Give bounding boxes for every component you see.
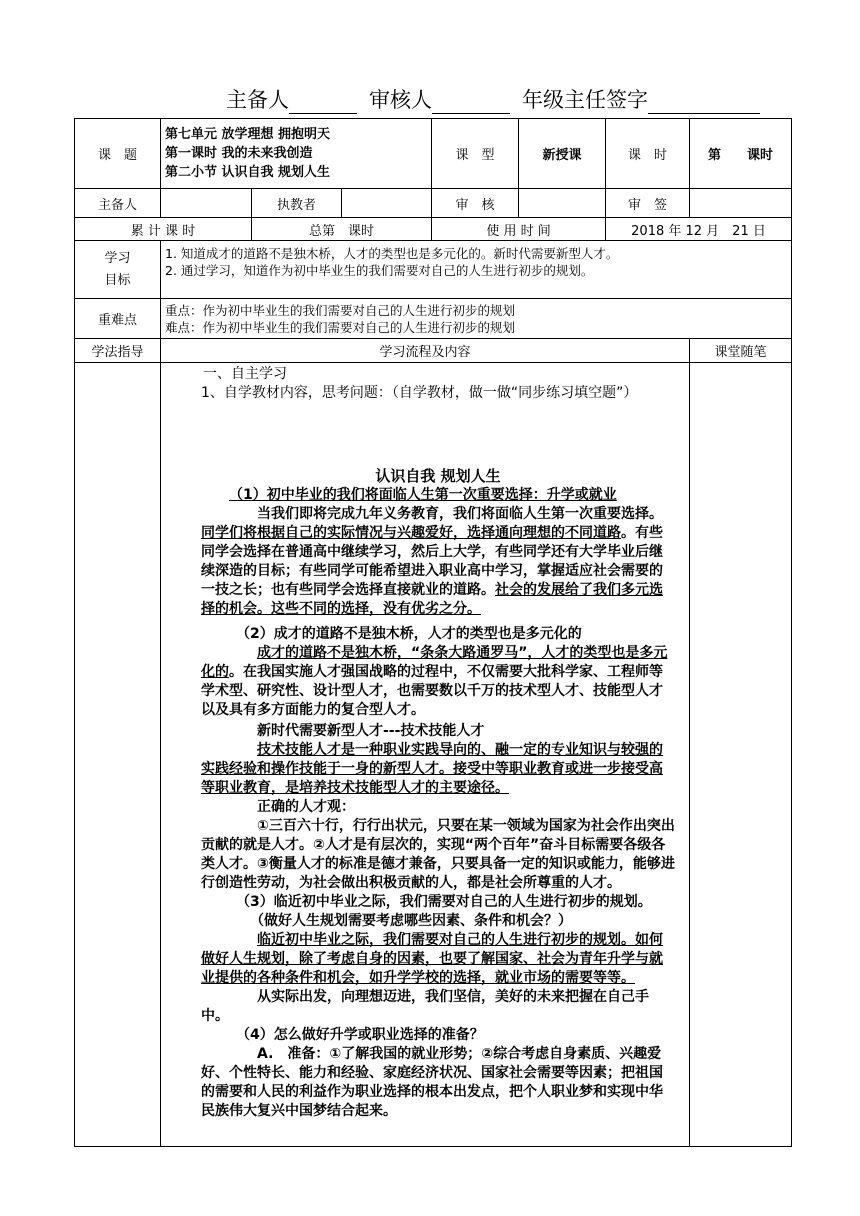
topic-line-2: 第一课时 我的未来我创造 xyxy=(165,146,313,161)
q2-skill-talent: 技术技能人才是一种职业实践导向的、融一定的专业知识与较强的实践经验和操作技能于一身的新型人才。接受中等职业教育或进一步接受高等职业教育，是培养技术技能型人才的主要途径。 xyxy=(201,742,663,796)
key-points-row xyxy=(75,299,792,339)
topic-label: 课 题 xyxy=(75,119,161,189)
goals-row xyxy=(75,241,792,299)
content-body xyxy=(161,363,689,1121)
guide-cell[interactable] xyxy=(75,363,161,1147)
q1-paragraph xyxy=(201,505,675,619)
executor-cell: 执教者 xyxy=(252,189,342,218)
content-row xyxy=(75,363,792,1147)
q2-title: （2）成才的道路不是独木桥，人才的类型也是多元化的 xyxy=(236,626,582,642)
topic-cell xyxy=(161,119,432,189)
cumulative-hours: 累 计 课 时 xyxy=(75,218,252,241)
q3-title: （3）临近初中毕业之际，我们需要对自己的人生进行初步的规划。 xyxy=(236,894,652,910)
notes-cell[interactable] xyxy=(690,363,792,1147)
section-self-study: 一、自主学习 xyxy=(203,366,287,382)
section-title: 认识自我 规划人生 xyxy=(375,467,501,485)
type-label: 课 型 xyxy=(432,119,519,189)
total-hours: 总第 课时 xyxy=(252,218,432,241)
q3-paragraph: 临近初中毕业之际，我们需要对自己的人生进行初步的规划。如何做好人生规划，除了考虑自身的因素，也要了解国家、社会为青年升学与就业提供的各种条件和机会，如升学学校的选择，就业市场的需要等等。 xyxy=(201,932,663,986)
executor-value[interactable] xyxy=(342,189,432,218)
preparer-blank[interactable] xyxy=(289,93,357,114)
q1-text-d: 社会的发展给了我们多元选择的机会。这些不同的选择，没有优劣之分。 xyxy=(201,582,663,617)
hours-label: 课 时 xyxy=(606,119,690,189)
goals-label-2: 目标 xyxy=(104,272,131,288)
q1-title: （1）初中毕业的我们将面临人生第一次重要选择：升学或就业 xyxy=(229,487,617,503)
q4-paragraph: A. 准备：①了解我国的就业形势；②综合考虑自身素质、兴趣爱好、个性特长、能力和经验、家庭经济状况、国家社会需要等因素；把祖国的需要和人民的利益作为职业选择的根本出发点，把个人职业梦和实现中华民族伟大复兴中国梦结合起来。 xyxy=(201,1046,663,1119)
key-points-label: 重难点 xyxy=(75,299,161,339)
q1-text-b: 同学们将根据自己的实际情况与兴趣爱好，选择通向理想的不同道路 xyxy=(201,525,621,541)
reviewer-label: 审核人 xyxy=(369,88,432,112)
column-header-row xyxy=(75,339,792,363)
goals-label-1: 学习 xyxy=(104,250,131,266)
process-header: 学习流程及内容 xyxy=(161,339,690,363)
process-cell xyxy=(161,363,690,1147)
goal-item: 1. 知道成才的道路不是独木桥，人才的类型也是多元化的。新时代需要新型人才。 xyxy=(165,246,619,261)
q2-text-b: 。在我国实施人才强国战略的过程中，不仅需要大批科学家、工程师等学术型、研究性、设计型人才，也需要数以千万的技术型人才、技能型人才以及具有多方面能力的复合型人才。 xyxy=(201,664,663,718)
director-blank[interactable] xyxy=(648,93,760,114)
preparer-label: 主备人 xyxy=(226,88,289,112)
topic-line-3: 第二小节 认识自我 规划人生 xyxy=(165,165,331,180)
q2-view-text: ①三百六十行，行行出状元，只要在某一领域为国家为社会作出突出贡献的就是人才。②人才是有层次的，实现“两个百年”奋斗目标需要各级各类人才。③衡量人才的标准是德才兼备，只要具备一定的知识或能力，能够进行创造性劳动，为社会做出积极贡献的人，都是社会所尊重的人才。 xyxy=(201,818,675,891)
sign-cell: 审 签 xyxy=(606,189,690,218)
q4-title: （4）怎么做好升学或职业选择的准备？ xyxy=(236,1027,484,1043)
q1-text-c: 。有些同学会选择在普通高中继续学习，然后上大学，有些同学还有大学毕业后继续深造的目标；有些同学可能希望进入职业高中学习，掌握适应社会需要的一技之长；也有些同学会选择直接就业的道路。 xyxy=(201,525,663,598)
topic-line-1: 第七单元 放学理想 拥抱明天 xyxy=(165,127,331,142)
date-value: 2018 年 12 月 21 日 xyxy=(606,218,792,241)
time-row xyxy=(75,218,792,241)
type-value: 新授课 xyxy=(519,119,606,189)
use-time-label: 使 用 时 间 xyxy=(432,218,606,241)
notes-header: 课堂随笔 xyxy=(690,339,792,363)
director-label: 年级主任签字 xyxy=(522,88,648,112)
guide-header: 学法指导 xyxy=(75,339,161,363)
goals-label xyxy=(75,241,161,299)
section-self-study-question: 1、自学教材内容，思考问题：（自学教材，做一做“同步练习填空题”） xyxy=(201,385,638,401)
key-points-cell xyxy=(161,299,792,339)
q1-text-a: 当我们即将完成九年义务教育，我们将面临人生第一次重要选择。 xyxy=(257,506,663,522)
key-point: 重点：作为初中毕业生的我们需要对自己的人生进行初步的规划 xyxy=(165,302,516,318)
reviewer-blank[interactable] xyxy=(432,93,510,114)
sign-value[interactable] xyxy=(690,189,792,218)
goal-item: 2. 通过学习，知道作为初中毕业生的我们需要对自己的人生进行初步的规划。 xyxy=(165,263,594,278)
preparer-cell: 主备人 xyxy=(75,189,161,218)
q2-text-a: 成才的道路不是独木桥，“条条大路通罗马”，人才的类型也是多元化的 xyxy=(201,645,668,680)
difficult-point: 难点：作为初中毕业生的我们需要对自己的人生进行初步的规划 xyxy=(165,319,516,335)
review-cell: 审 核 xyxy=(432,189,519,218)
review-value[interactable] xyxy=(519,189,606,218)
q1-title-wrap xyxy=(201,486,675,505)
q2-new-talent: 新时代需要新型人才---技术技能人才 xyxy=(257,723,485,739)
q3-conclusion: 从实际出发，向理想迈进，我们坚信，美好的未来把握在自己手中。 xyxy=(201,989,649,1024)
topic-row xyxy=(75,119,792,189)
q2-view-title: 正确的人才观： xyxy=(257,799,355,815)
preparer-value[interactable] xyxy=(161,189,252,218)
goals-cell xyxy=(161,241,792,299)
q2-paragraph xyxy=(201,644,675,720)
people-row xyxy=(75,189,792,218)
signature-header xyxy=(226,84,772,114)
hours-value: 第 课时 xyxy=(690,119,792,189)
lesson-plan-table xyxy=(74,118,792,1147)
q3-question: （做好人生规划需要考虑哪些因素、条件和机会？） xyxy=(250,913,572,929)
